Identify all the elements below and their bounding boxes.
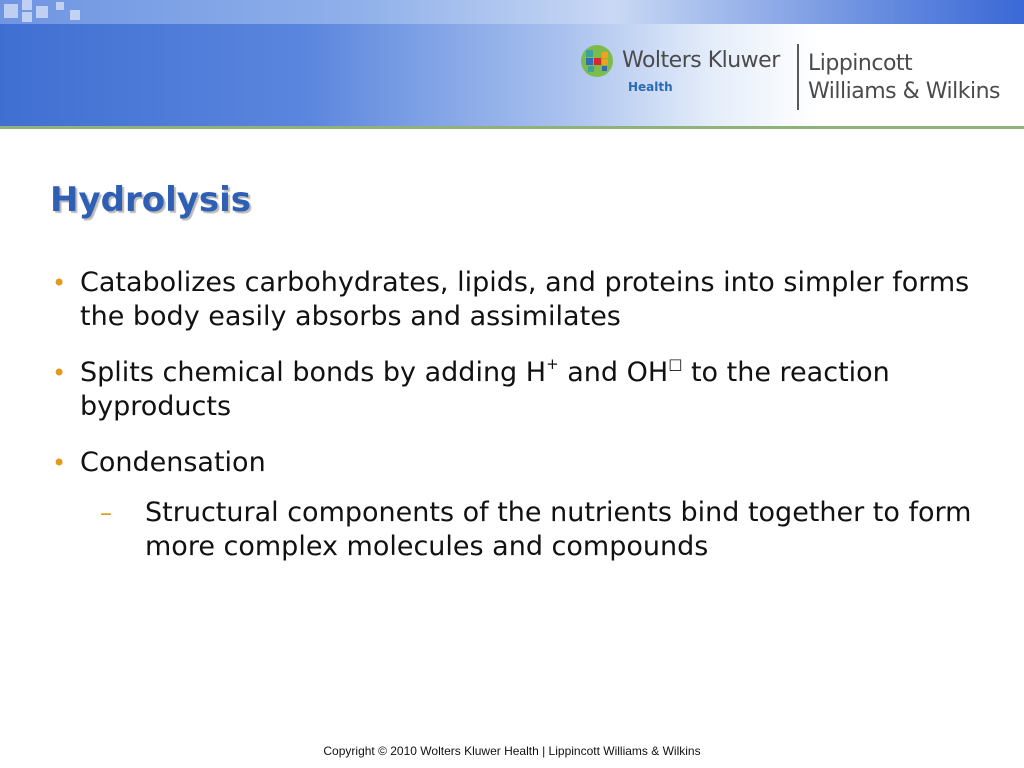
bullet-text: Catabolizes carbohydrates, lipids, and proteins into simpler forms the body easily absorbs and assimilates [80, 267, 970, 332]
header-band [0, 0, 1024, 126]
company-logo [580, 40, 1020, 114]
bullet-item [50, 266, 1000, 334]
bullet-item [50, 356, 1000, 424]
logo-division: Health [628, 80, 673, 94]
bullet-marker: • [52, 449, 67, 477]
logo-brand-line1: Lippincott [808, 51, 913, 76]
sub-bullet-marker: – [100, 499, 112, 527]
bullet-text: Condensation [80, 447, 266, 478]
bullet-text-part: to the reaction byproducts [80, 357, 890, 422]
bullet-marker: • [52, 269, 67, 297]
header-rule [0, 126, 1024, 129]
bullet-marker: • [52, 359, 67, 387]
bullet-item [50, 446, 1000, 480]
logo-brand-line2: Williams & Wilkins [808, 79, 1000, 104]
slide-title: Hydrolysis [50, 180, 252, 220]
globe-logo-icon [580, 44, 614, 78]
copyright-text: Copyright © 2010 Wolters Kluwer Health | Lippincott Williams & Wilkins [323, 744, 701, 758]
logo-brand [808, 50, 1000, 106]
bullet-text-part: and OH [558, 357, 669, 388]
decorative-squares [0, 0, 200, 24]
logo-divider [797, 44, 799, 110]
footer-copyright [0, 744, 1024, 758]
sub-bullet-text: Structural components of the nutrients bind together to form more complex molecules and compounds [145, 497, 972, 562]
sub-bullet-item [50, 496, 1000, 564]
logo-company-name: Wolters Kluwer [622, 48, 780, 73]
superscript-plus: + [546, 355, 559, 373]
bullet-text-part: Splits chemical bonds by adding H [80, 357, 547, 388]
superscript-glyph: □ [668, 355, 683, 373]
slide-body [50, 266, 1000, 564]
